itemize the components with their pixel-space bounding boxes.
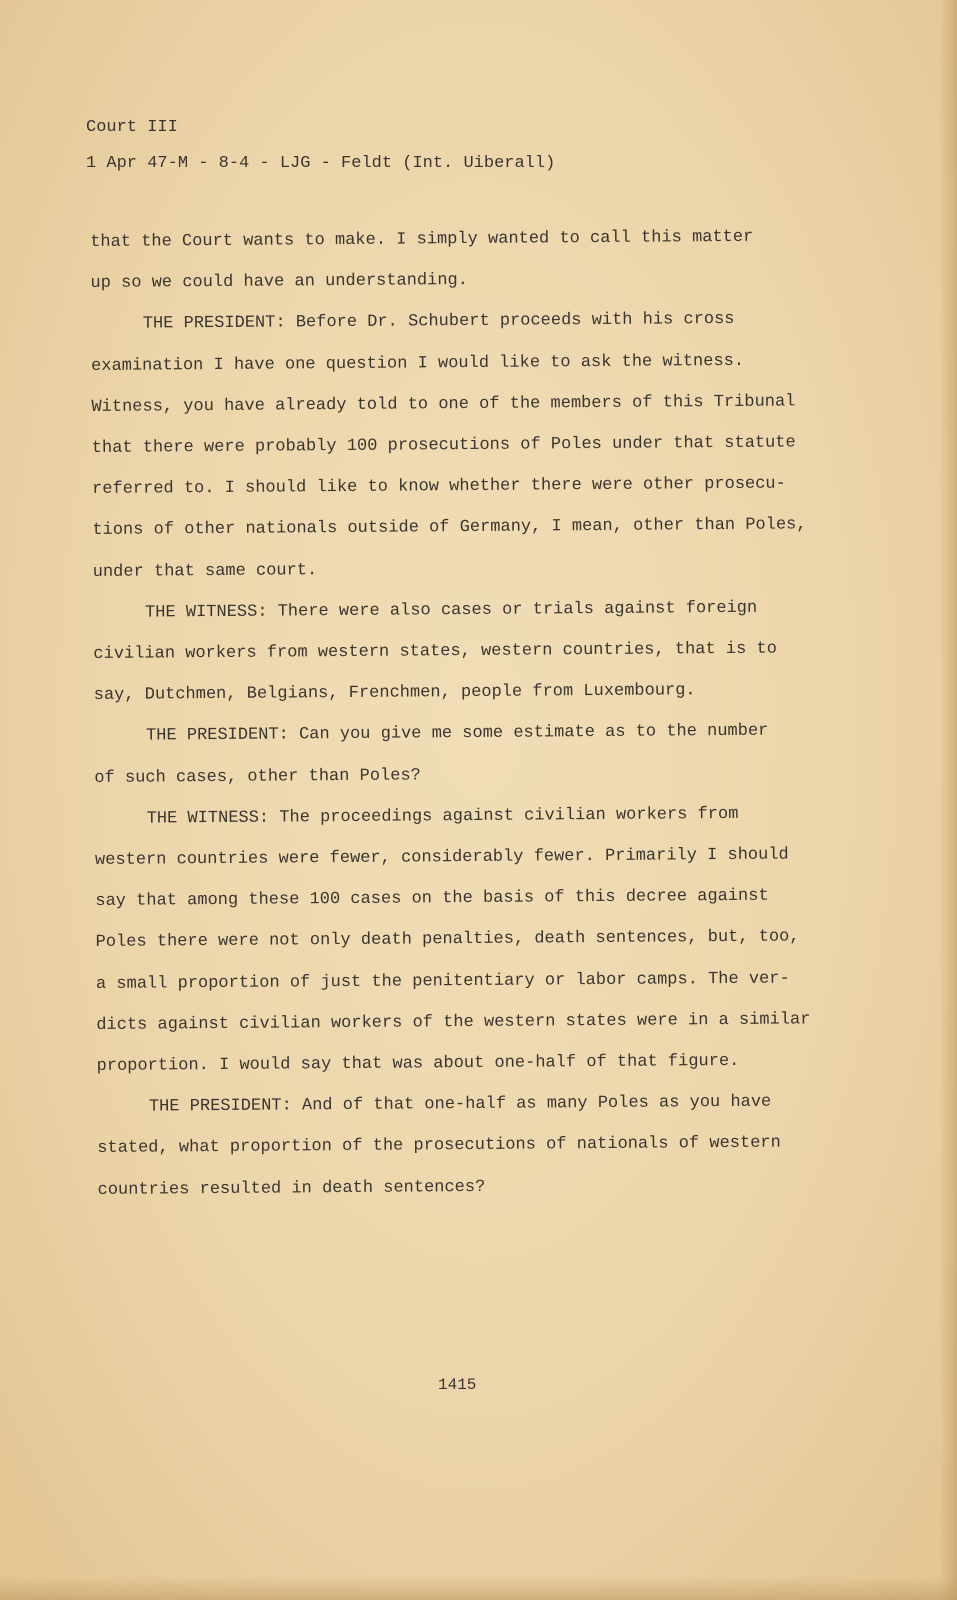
transcript-line: a small proportion of just the penitentiary or labor camps. The ver- <box>95 969 790 994</box>
court-label: Court III <box>86 118 178 137</box>
transcript-line: dicts against civilian workers of the western states were in a similar <box>96 1010 811 1035</box>
transcript-line: civilian workers from western states, western countries, that is to <box>93 639 777 665</box>
transcript-line: proportion. I would say that was about one-half of that figure. <box>96 1051 740 1077</box>
transcript-line: THE PRESIDENT: Before Dr. Schubert proceeds with his cross <box>142 310 735 334</box>
transcript-line: stated, what proportion of the prosecutions of nationals of western <box>97 1134 781 1159</box>
transcript-line: under that same court. <box>92 560 318 582</box>
transcript-line: THE WITNESS: The proceedings against civilian workers from <box>146 804 739 829</box>
transcript-line: say, Dutchmen, Belgians, Frenchmen, people from Luxembourg. <box>93 681 696 706</box>
transcript-body <box>90 216 828 1211</box>
session-label: 1 Apr 47-M - 8-4 - LJG - Feldt (Int. Uiberall) <box>86 154 556 173</box>
transcript-header <box>86 110 555 182</box>
transcript-line: up so we could have an understanding. <box>90 271 469 294</box>
transcript-line: say that among these 100 cases on the basis of this decree against <box>95 886 769 912</box>
transcript-line: THE PRESIDENT: And of that one-half as many Poles as you have <box>148 1092 772 1117</box>
transcript-line: THE PRESIDENT: Can you give me some estimate as to the number <box>145 722 769 747</box>
transcript-line: Witness, you have already told to one of the members of this Tribunal <box>91 392 796 417</box>
transcript-line: tions of other nationals outside of Germany, I mean, other than Poles, <box>92 515 807 541</box>
transcript-line: that there were probably 100 prosecutions of Poles under that statute <box>91 433 796 459</box>
transcript-line: Poles there were not only death penalties, death sentences, but, too, <box>95 927 800 953</box>
transcript-line: referred to. I should like to know whether there were other prosecu- <box>92 474 786 500</box>
transcript-line: THE WITNESS: There were also cases or trials against foreign <box>144 598 758 623</box>
transcript-line: examination I have one question I would like to ask the witness. <box>91 351 745 376</box>
transcript-line: western countries were fewer, considerably fewer. Primarily I should <box>94 845 789 871</box>
page-bottom-shadow <box>0 1576 957 1600</box>
transcript-line: of such cases, other than Poles? <box>94 766 421 788</box>
transcript-line: that the Court wants to make. I simply wanted to call this matter <box>90 227 754 252</box>
page-number: 1415 <box>438 1376 477 1394</box>
transcript-line: countries resulted in death sentences? <box>97 1177 486 1200</box>
page-edge-shadow <box>939 0 957 1600</box>
